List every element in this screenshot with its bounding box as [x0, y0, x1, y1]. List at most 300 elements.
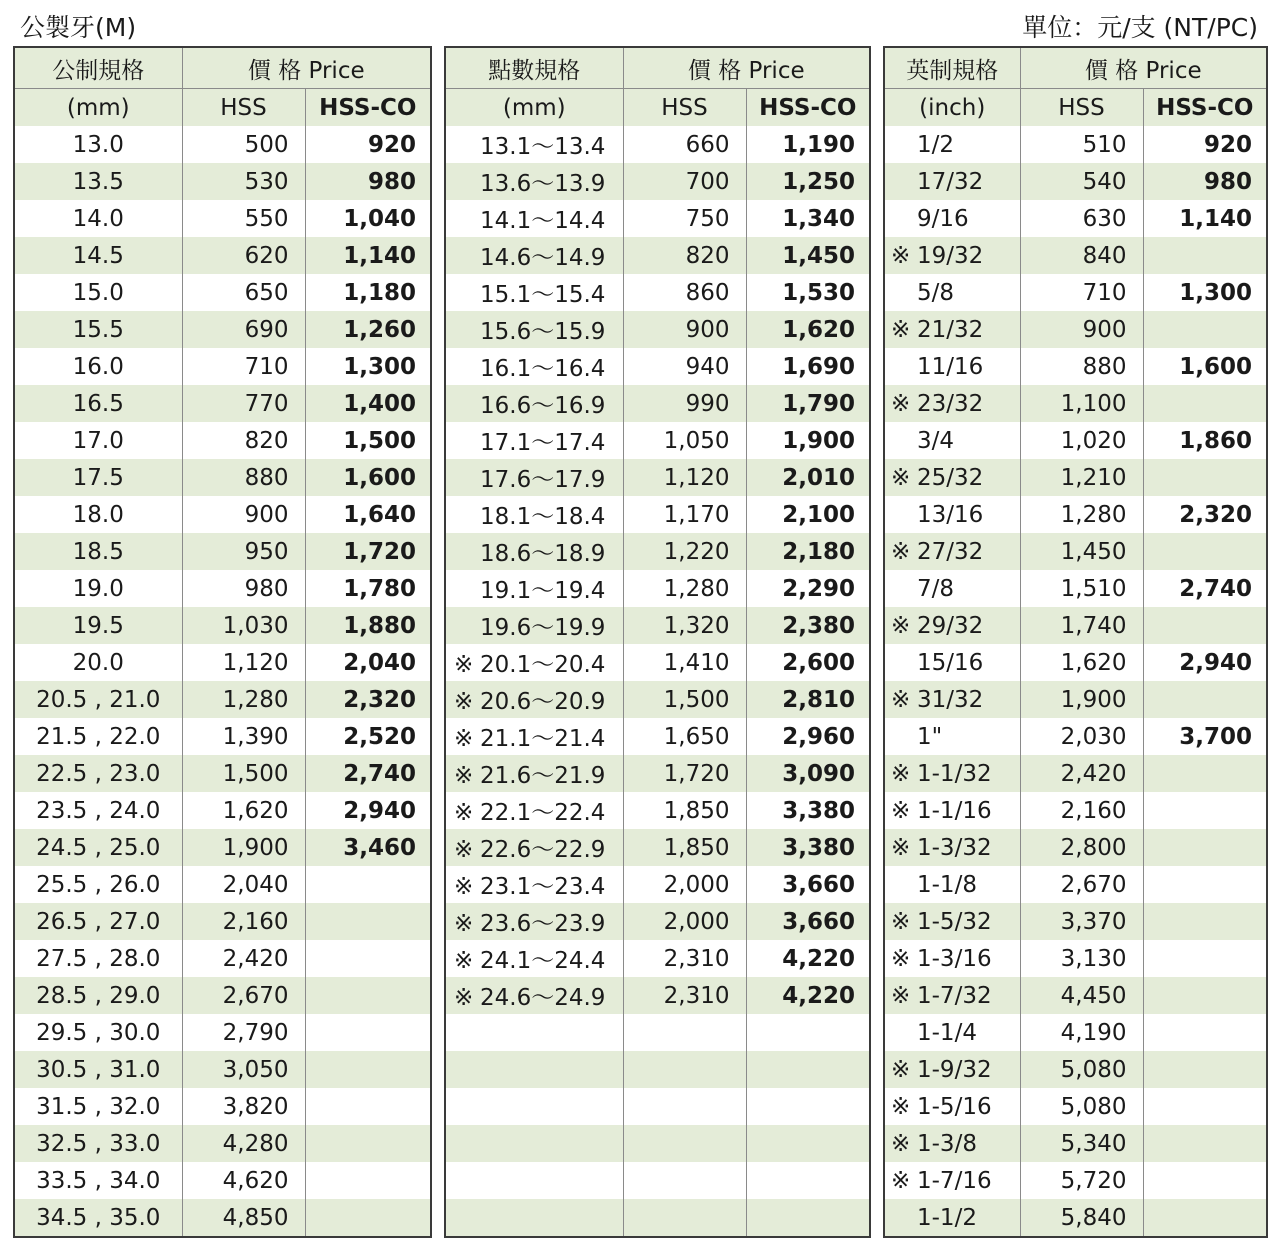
hssco-price-cell [1143, 1088, 1267, 1125]
hssco-price-cell: 3,700 [1143, 718, 1267, 755]
reference-mark: ※ [891, 242, 911, 269]
reference-mark: ※ [454, 911, 474, 937]
page-title: 公製牙(M) [20, 13, 137, 42]
table-row [884, 755, 1267, 792]
table-row [14, 1088, 431, 1125]
spec-cell [445, 163, 623, 200]
table-row [445, 533, 870, 570]
spec-cell [884, 792, 1020, 829]
unit-label: 單位：元/支 (NT/PC) [1022, 13, 1258, 42]
hss-price-cell: 820 [623, 237, 746, 274]
hssco-price-cell [305, 1199, 431, 1237]
reference-mark: ※ [891, 538, 911, 565]
spec-cell: 17.5 [14, 459, 182, 496]
reference-mark: ※ [891, 316, 911, 343]
spec-value: 20.1～20.4 [480, 652, 606, 678]
table-row [884, 644, 1267, 681]
spec-cell [884, 570, 1020, 607]
table-row [884, 200, 1267, 237]
table-row [14, 903, 431, 940]
spec-cell: 21.5 , 22.0 [14, 718, 182, 755]
hssco-price-cell: 3,090 [746, 755, 870, 792]
reference-mark: ※ [891, 1056, 911, 1083]
hss-price-cell [623, 1125, 746, 1162]
table-row [884, 1162, 1267, 1199]
hss-price-cell: 2,030 [1020, 718, 1143, 755]
hssco-price-cell: 1,780 [305, 570, 431, 607]
hss-price-cell: 2,000 [623, 903, 746, 940]
hss-price-cell [623, 1199, 746, 1237]
hss-price-cell: 1,120 [182, 644, 305, 681]
spec-cell [445, 792, 623, 829]
hss-price-cell: 1,450 [1020, 533, 1143, 570]
reference-mark: ※ [454, 652, 474, 678]
hss-price-cell: 2,670 [182, 977, 305, 1014]
reference-mark: ※ [891, 797, 911, 824]
hssco-price-cell [1143, 977, 1267, 1014]
table-row [445, 829, 870, 866]
spec-value: 24.6～24.9 [480, 985, 606, 1011]
hssco-price-cell: 1,040 [305, 200, 431, 237]
spec-value: 21.1～21.4 [480, 726, 606, 752]
spec-cell [884, 348, 1020, 385]
table-row [445, 274, 870, 311]
spec-cell [884, 718, 1020, 755]
spec-value: 3/4 [917, 427, 955, 454]
spec-value: 1-1/4 [917, 1019, 977, 1046]
hssco-price-cell [305, 977, 431, 1014]
hss-price-cell: 1,620 [1020, 644, 1143, 681]
table-row [445, 237, 870, 274]
hss-price-cell: 700 [623, 163, 746, 200]
hss-price-cell: 690 [182, 311, 305, 348]
spec-cell: 16.5 [14, 385, 182, 422]
hss-price-cell: 950 [182, 533, 305, 570]
spec-value: 13.6～13.9 [480, 171, 606, 197]
hssco-price-cell [1143, 1162, 1267, 1199]
hssco-price-cell [1143, 903, 1267, 940]
spec-value: 1-1/2 [917, 1204, 977, 1231]
hss-price-cell: 1,500 [623, 681, 746, 718]
table-row [14, 755, 431, 792]
table-row [445, 755, 870, 792]
spec-value: 16.1～16.4 [480, 356, 606, 382]
table-row [884, 237, 1267, 274]
table-row [14, 1014, 431, 1051]
spec-cell [445, 644, 623, 681]
hss-price-cell: 940 [623, 348, 746, 385]
table-row [884, 1051, 1267, 1088]
table-row [14, 348, 431, 385]
hssco-price-cell: 2,290 [746, 570, 870, 607]
price-header: 價 格 Price [1020, 47, 1267, 89]
table-row [445, 1051, 870, 1088]
hssco-price-cell: 2,040 [305, 644, 431, 681]
table-row [14, 1199, 431, 1237]
hss-price-cell: 990 [623, 385, 746, 422]
spec-cell [445, 237, 623, 274]
spec-cell [445, 940, 623, 977]
spec-cell [884, 237, 1020, 274]
hssco-price-cell: 2,010 [746, 459, 870, 496]
hssco-price-cell [1143, 459, 1267, 496]
spec-cell [445, 385, 623, 422]
spec-cell [445, 1014, 623, 1051]
table-row [445, 1199, 870, 1237]
hssco-price-cell: 3,380 [746, 792, 870, 829]
spec-cell: 25.5 , 26.0 [14, 866, 182, 903]
spec-value: 1/2 [917, 131, 955, 158]
spec-value: 19/32 [917, 242, 984, 269]
hss-price-cell: 540 [1020, 163, 1143, 200]
spec-value: 1-5/32 [917, 908, 992, 935]
spec-cell: 23.5 , 24.0 [14, 792, 182, 829]
hssco-price-cell: 1,260 [305, 311, 431, 348]
reference-mark: ※ [454, 874, 474, 900]
hss-price-cell: 1,650 [623, 718, 746, 755]
hssco-price-cell [1143, 1125, 1267, 1162]
reference-mark: ※ [454, 726, 474, 752]
spec-header: 公制規格 [14, 47, 182, 89]
table-row [445, 792, 870, 829]
hssco-price-cell: 2,100 [746, 496, 870, 533]
table-row [14, 792, 431, 829]
reference-mark: ※ [891, 686, 911, 713]
spec-cell: 34.5 , 35.0 [14, 1199, 182, 1237]
hss-price-cell: 1,320 [623, 607, 746, 644]
spec-cell: 27.5 , 28.0 [14, 940, 182, 977]
spec-cell: 29.5 , 30.0 [14, 1014, 182, 1051]
spec-cell [445, 1088, 623, 1125]
hss-price-cell [623, 1162, 746, 1199]
hss-price-cell: 980 [182, 570, 305, 607]
table-row [884, 496, 1267, 533]
hssco-price-cell: 1,500 [305, 422, 431, 459]
spec-value: 1-1/16 [917, 797, 992, 824]
hssco-price-cell: 1,400 [305, 385, 431, 422]
hssco-price-cell: 1,690 [746, 348, 870, 385]
hss-price-cell: 2,160 [1020, 792, 1143, 829]
hss-price-cell [623, 1051, 746, 1088]
hssco-price-cell: 2,740 [1143, 570, 1267, 607]
spec-cell [884, 496, 1020, 533]
hssco-price-cell [305, 866, 431, 903]
hss-price-cell: 2,420 [182, 940, 305, 977]
hss-price-cell: 750 [623, 200, 746, 237]
hss-price-cell: 710 [1020, 274, 1143, 311]
spec-cell [445, 274, 623, 311]
hss-price-cell: 3,820 [182, 1088, 305, 1125]
hssco-price-cell: 2,940 [305, 792, 431, 829]
spec-cell: 28.5 , 29.0 [14, 977, 182, 1014]
spec-cell [445, 1125, 623, 1162]
spec-value: 1-3/32 [917, 834, 992, 861]
hss-price-cell: 2,310 [623, 977, 746, 1014]
hss-price-cell: 650 [182, 274, 305, 311]
spec-cell [884, 866, 1020, 903]
spec-value: 18.1～18.4 [480, 504, 606, 530]
hss-price-cell: 530 [182, 163, 305, 200]
spec-cell: 31.5 , 32.0 [14, 1088, 182, 1125]
hss-price-cell: 4,620 [182, 1162, 305, 1199]
hssco-price-cell [305, 1088, 431, 1125]
spec-cell: 13.5 [14, 163, 182, 200]
hss-price-cell: 2,670 [1020, 866, 1143, 903]
table-row [884, 977, 1267, 1014]
table-row [14, 422, 431, 459]
hss-price-cell: 1,510 [1020, 570, 1143, 607]
spec-value: 17/32 [917, 168, 984, 195]
hss-price-cell: 1,900 [1020, 681, 1143, 718]
table-row [445, 681, 870, 718]
table-row [445, 126, 870, 163]
spec-cell [884, 1199, 1020, 1237]
table-row [14, 1051, 431, 1088]
spec-value: 21.6～21.9 [480, 763, 606, 789]
table-row [884, 126, 1267, 163]
hss-price-cell: 1,900 [182, 829, 305, 866]
hssco-price-cell: 1,790 [746, 385, 870, 422]
hssco-price-cell [746, 1162, 870, 1199]
hssco-price-cell: 1,300 [305, 348, 431, 385]
hss-price-cell: 1,850 [623, 792, 746, 829]
spec-cell: 15.5 [14, 311, 182, 348]
table-row [445, 385, 870, 422]
spec-cell [884, 459, 1020, 496]
table-row [445, 607, 870, 644]
spec-cell [884, 940, 1020, 977]
table-row [884, 385, 1267, 422]
spec-value: 1-1/32 [917, 760, 992, 787]
hssco-price-cell [746, 1051, 870, 1088]
table-row [445, 496, 870, 533]
spec-value: 1-1/8 [917, 871, 977, 898]
hssco-price-cell: 1,140 [305, 237, 431, 274]
spec-cell [445, 1162, 623, 1199]
spec-cell [884, 126, 1020, 163]
decimal-price-table [444, 46, 871, 1238]
hssco-price-cell: 920 [305, 126, 431, 163]
spec-cell [884, 311, 1020, 348]
hssco-price-cell: 2,520 [305, 718, 431, 755]
hss-price-cell: 1,720 [623, 755, 746, 792]
hssco-price-cell: 920 [1143, 126, 1267, 163]
hssco-price-cell: 3,460 [305, 829, 431, 866]
hssco-price-cell [305, 903, 431, 940]
hssco-price-cell: 1,900 [746, 422, 870, 459]
spec-cell: 13.0 [14, 126, 182, 163]
hssco-price-cell: 2,320 [1143, 496, 1267, 533]
spec-cell [884, 644, 1020, 681]
table-row [445, 163, 870, 200]
spec-value: 23.1～23.4 [480, 874, 606, 900]
reference-mark: ※ [454, 985, 474, 1011]
spec-cell: 22.5 , 23.0 [14, 755, 182, 792]
hssco-price-cell: 1,300 [1143, 274, 1267, 311]
table-row [14, 126, 431, 163]
spec-cell [884, 755, 1020, 792]
table-row [14, 274, 431, 311]
spec-cell [884, 1162, 1020, 1199]
spec-value: 1-5/16 [917, 1093, 992, 1120]
table-row [445, 644, 870, 681]
table-row [884, 681, 1267, 718]
reference-mark: ※ [454, 837, 474, 863]
table-row [884, 348, 1267, 385]
hssco-price-cell [1143, 829, 1267, 866]
spec-value: 19.6～19.9 [480, 615, 606, 641]
hss-price-cell: 1,740 [1020, 607, 1143, 644]
spec-cell [884, 1014, 1020, 1051]
spec-cell: 19.5 [14, 607, 182, 644]
table-row [884, 311, 1267, 348]
table-row [14, 644, 431, 681]
table-row [445, 1014, 870, 1051]
table-row [14, 718, 431, 755]
hssco-price-cell [1143, 792, 1267, 829]
spec-value: 25/32 [917, 464, 984, 491]
hss-price-cell: 2,800 [1020, 829, 1143, 866]
hssco-price-cell [746, 1014, 870, 1051]
hss-price-cell: 1,280 [623, 570, 746, 607]
hssco-price-cell: 1,450 [746, 237, 870, 274]
hss-price-cell: 2,000 [623, 866, 746, 903]
hssco-price-cell: 2,600 [746, 644, 870, 681]
reference-mark: ※ [454, 689, 474, 715]
spec-cell [884, 163, 1020, 200]
hss-price-cell: 4,850 [182, 1199, 305, 1237]
hssco-price-cell [305, 940, 431, 977]
reference-mark: ※ [891, 390, 911, 417]
hss-price-cell: 2,040 [182, 866, 305, 903]
spec-cell: 30.5 , 31.0 [14, 1051, 182, 1088]
spec-value: 11/16 [917, 353, 984, 380]
table-row [445, 422, 870, 459]
table-row [14, 829, 431, 866]
spec-value: 22.6～22.9 [480, 837, 606, 863]
spec-cell [445, 607, 623, 644]
spec-value: 21/32 [917, 316, 984, 343]
spec-cell [445, 570, 623, 607]
spec-cell: 24.5 , 25.0 [14, 829, 182, 866]
spec-header: 英制規格 [884, 47, 1020, 89]
hssco-price-cell: 3,660 [746, 866, 870, 903]
hssco-price-cell [746, 1125, 870, 1162]
table-row [14, 200, 431, 237]
spec-cell: 18.5 [14, 533, 182, 570]
hssco-price-cell: 1,620 [746, 311, 870, 348]
hssco-price-cell [1143, 940, 1267, 977]
table-row [884, 607, 1267, 644]
hssco-price-cell: 1,340 [746, 200, 870, 237]
table-row [884, 718, 1267, 755]
hss-price-cell: 5,080 [1020, 1088, 1143, 1125]
spec-value: 20.6～20.9 [480, 689, 606, 715]
spec-cell [884, 422, 1020, 459]
hss-price-cell: 840 [1020, 237, 1143, 274]
hssco-price-cell: 3,380 [746, 829, 870, 866]
table-row [445, 311, 870, 348]
spec-value: 23.6～23.9 [480, 911, 606, 937]
hss-price-cell: 1,210 [1020, 459, 1143, 496]
table-row [445, 866, 870, 903]
hssco-price-cell [305, 1014, 431, 1051]
hssco-price-cell [1143, 385, 1267, 422]
spec-value: 27/32 [917, 538, 984, 565]
table-row [884, 903, 1267, 940]
table-row [445, 459, 870, 496]
table-row [884, 940, 1267, 977]
table-row [445, 977, 870, 1014]
hssco-price-cell [1143, 607, 1267, 644]
spec-value: 14.6～14.9 [480, 245, 606, 271]
hss-price-cell: 4,280 [182, 1125, 305, 1162]
hss-price-cell: 860 [623, 274, 746, 311]
hssco-price-cell: 2,960 [746, 718, 870, 755]
hss-price-cell: 1,050 [623, 422, 746, 459]
hss-price-cell: 4,190 [1020, 1014, 1143, 1051]
spec-value: 15/16 [917, 649, 984, 676]
hss-price-cell: 1,100 [1020, 385, 1143, 422]
table-row [884, 866, 1267, 903]
inch-price-table [883, 46, 1268, 1238]
hss-price-cell: 1,500 [182, 755, 305, 792]
table-row [14, 385, 431, 422]
spec-cell: 26.5 , 27.0 [14, 903, 182, 940]
spec-cell [884, 903, 1020, 940]
table-row [884, 459, 1267, 496]
spec-value: 18.6～18.9 [480, 541, 606, 567]
spec-cell [445, 755, 623, 792]
hssco-price-cell: 2,380 [746, 607, 870, 644]
spec-value: 13.1～13.4 [480, 134, 606, 160]
spec-cell [445, 866, 623, 903]
spec-cell [445, 1199, 623, 1237]
hss-price-cell: 820 [182, 422, 305, 459]
spec-cell: 15.0 [14, 274, 182, 311]
table-row [445, 940, 870, 977]
table-row [14, 681, 431, 718]
spec-value: 1-9/32 [917, 1056, 992, 1083]
reference-mark: ※ [891, 1130, 911, 1157]
hssco-price-cell [1143, 311, 1267, 348]
spec-cell [884, 681, 1020, 718]
hssco-price-cell [746, 1088, 870, 1125]
hssco-price-cell [1143, 681, 1267, 718]
spec-cell [445, 1051, 623, 1088]
hssco-price-cell [1143, 755, 1267, 792]
table-row [445, 1162, 870, 1199]
hss-price-cell: 3,130 [1020, 940, 1143, 977]
table-row [445, 570, 870, 607]
table-row [14, 866, 431, 903]
spec-cell [445, 977, 623, 1014]
hss-price-cell: 2,310 [623, 940, 746, 977]
spec-cell [884, 274, 1020, 311]
spec-cell [445, 496, 623, 533]
hssco-price-cell [305, 1051, 431, 1088]
hssco-price-cell [1143, 866, 1267, 903]
spec-cell: 17.0 [14, 422, 182, 459]
table-row [884, 1199, 1267, 1237]
spec-value: 14.1～14.4 [480, 208, 606, 234]
reference-mark: ※ [454, 763, 474, 789]
spec-cell [445, 903, 623, 940]
hss-price-cell: 5,340 [1020, 1125, 1143, 1162]
spec-cell [445, 200, 623, 237]
table-row [884, 1014, 1267, 1051]
hssco-price-cell: 1,640 [305, 496, 431, 533]
